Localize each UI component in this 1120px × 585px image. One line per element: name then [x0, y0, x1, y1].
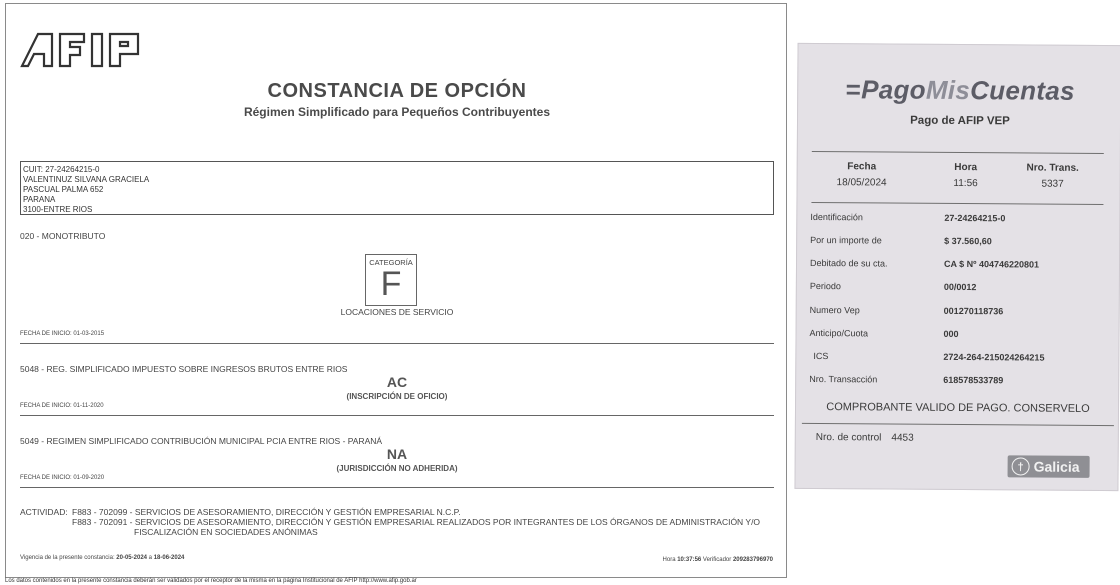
- time-label: Hora: [662, 557, 676, 563]
- row-value: 618578533789: [943, 374, 1004, 386]
- validity-from: 20-05-2024: [116, 555, 147, 561]
- row-value: CA $ Nº 404746220801: [943, 258, 1040, 270]
- divider: [802, 423, 1114, 426]
- tax-line-iibb: 5048 - REG. SIMPLIFICADO IMPUESTO SOBRE INGRESOS BRUTOS ENTRE RIOS: [20, 364, 348, 374]
- time-value: 10:37:56: [677, 557, 702, 563]
- control-value: 4453: [891, 432, 914, 444]
- row-value: 001270118736: [943, 305, 1004, 317]
- receipt-row: [809, 328, 1109, 344]
- taxpayer-street: PASCUAL PALMA 652: [23, 185, 104, 194]
- receipt-row: [809, 351, 1109, 367]
- pagomiscuentas-logo: [798, 74, 1120, 107]
- activity-line: F883 - 702091 - SERVICIOS DE ASESORAMIENTO, DIRECCIÓN Y GESTIÓN EMPRESARIAL REALIZADOS POR INTEGRANTES DE LOS ÓRGANOS DE ADMINISTRACIÓN Y/O: [72, 517, 761, 527]
- date-value: 18/05/2024: [836, 177, 887, 189]
- taxpayer-box: [20, 161, 774, 215]
- divider: [20, 343, 774, 344]
- cuit: CUIT: 27-24264215-0: [23, 165, 100, 174]
- tax-code-iibb: AC: [386, 374, 408, 390]
- taxpayer-postal: 3100-ENTRE RIOS: [23, 205, 93, 214]
- row-value: 27-24264215-0: [944, 212, 1006, 224]
- validity-period: [20, 555, 184, 561]
- category-label: CATEGORÍA: [369, 258, 413, 267]
- verification-info: [663, 557, 773, 563]
- date-header: Fecha: [847, 161, 877, 173]
- document-title: CONSTANCIA DE OPCIÓN: [267, 80, 527, 102]
- activity-line: FISCALIZACIÓN EN SOCIEDADES ANÓNIMAS: [134, 527, 318, 537]
- start-date-municipal: FECHA DE INICIO: 01-09-2020: [20, 475, 105, 481]
- receipt-row: [810, 281, 1110, 297]
- divider: [20, 487, 774, 488]
- taxpayer-name: VALENTINUZ SILVANA GRACIELA: [23, 175, 150, 184]
- time-value: 11:56: [953, 177, 978, 190]
- activity-line: F883 - 702099 - SERVICIOS DE ASESORAMIENTO, DIRECCIÓN Y GESTIÓN EMPRESARIAL N.C.P.: [72, 507, 461, 517]
- validity-to: 18-06-2024: [153, 555, 185, 561]
- valid-payment-message: COMPROBANTE VALIDO DE PAGO. CONSERVELO: [826, 401, 1090, 415]
- receipt-row: [809, 374, 1109, 390]
- receipt-row: [810, 305, 1110, 321]
- validity-label: Vigencia de la presente constancia:: [20, 555, 115, 561]
- payment-receipt: [794, 43, 1120, 491]
- logo-pago: Pago: [861, 74, 926, 105]
- row-value: 2724-264-215024264215: [943, 351, 1045, 363]
- tax-line-municipal: 5049 - REGIMEN SIMPLIFICADO CONTRIBUCIÓN MUNICIPAL PCIA ENTRE RIOS - PARANÁ: [20, 436, 383, 446]
- verifier-code: 209283796970: [732, 557, 773, 563]
- divider: [811, 202, 1103, 205]
- row-label: ICS: [813, 350, 829, 362]
- control-number: [816, 432, 914, 444]
- row-label: Debitado de su cta.: [809, 257, 888, 269]
- tax-desc-municipal: (JURISDICCIÓN NO ADHERIDA): [336, 464, 458, 473]
- regime: 020 - MONOTRIBUTO: [20, 231, 106, 241]
- receipt-row: [810, 258, 1110, 274]
- start-date-monotributo: FECHA DE INICIO: 01-03-2015: [20, 331, 105, 337]
- time-column: [926, 160, 1006, 193]
- row-label: Identificación: [810, 211, 863, 223]
- row-label: Numero Vep: [809, 304, 860, 316]
- row-value: $ 37.560,60: [944, 235, 992, 247]
- row-label: Periodo: [809, 280, 841, 292]
- trans-header: Nro. Trans.: [1026, 162, 1079, 174]
- trans-column: [1010, 160, 1096, 193]
- validity-separator: a: [148, 555, 153, 561]
- activity-values: [72, 507, 777, 537]
- trans-value: 5337: [1041, 178, 1064, 190]
- footer-note: Los datos contenidos en la presente constancia deberán ser validados por el receptor de la misma en la página Institucional de AFIP http://www.afip.gob.ar: [5, 578, 417, 584]
- receipt-title: Pago de AFIP VEP: [910, 114, 1010, 128]
- divider: [812, 151, 1104, 154]
- control-label: Nro. de control: [815, 432, 882, 444]
- receipt-row: [810, 235, 1110, 251]
- receipt-row: [810, 212, 1110, 228]
- tax-desc-iibb: (INSCRIPCIÓN DE OFICIO): [346, 392, 448, 401]
- logo-mis: Mis: [925, 74, 971, 106]
- galicia-bank-logo: [1008, 455, 1090, 478]
- time-header: Hora: [954, 161, 978, 174]
- activity-label: ACTIVIDAD:: [20, 507, 68, 517]
- galicia-emblem-icon: †: [1012, 457, 1030, 475]
- taxpayer-city: PARANA: [23, 195, 56, 204]
- row-value: 000: [943, 328, 959, 340]
- activity-section: [20, 507, 780, 537]
- row-value: 00/0012: [943, 281, 977, 293]
- category-letter: F: [380, 265, 402, 303]
- row-label: Nro. Transacción: [809, 373, 878, 385]
- verifier-label: Verificador: [702, 557, 732, 563]
- logo-bars: =: [845, 74, 862, 105]
- afip-logo: [20, 30, 144, 70]
- row-label: Anticipo/Cuota: [809, 327, 869, 339]
- row-label: Por un importe de: [810, 234, 882, 246]
- tax-code-municipal: NA: [386, 446, 408, 462]
- date-column: [818, 159, 906, 192]
- divider: [20, 415, 774, 416]
- start-date-iibb: FECHA DE INICIO: 01-11-2020: [20, 403, 104, 409]
- category-description: LOCACIONES DE SERVICIO: [340, 307, 454, 317]
- document-subtitle: Régimen Simplificado para Pequeños Contribuyentes: [243, 105, 551, 119]
- category-box: [365, 254, 417, 306]
- logo-cuentas: Cuentas: [970, 75, 1075, 106]
- bank-name: Galicia: [1033, 458, 1080, 475]
- afip-constancia-document: [5, 3, 787, 578]
